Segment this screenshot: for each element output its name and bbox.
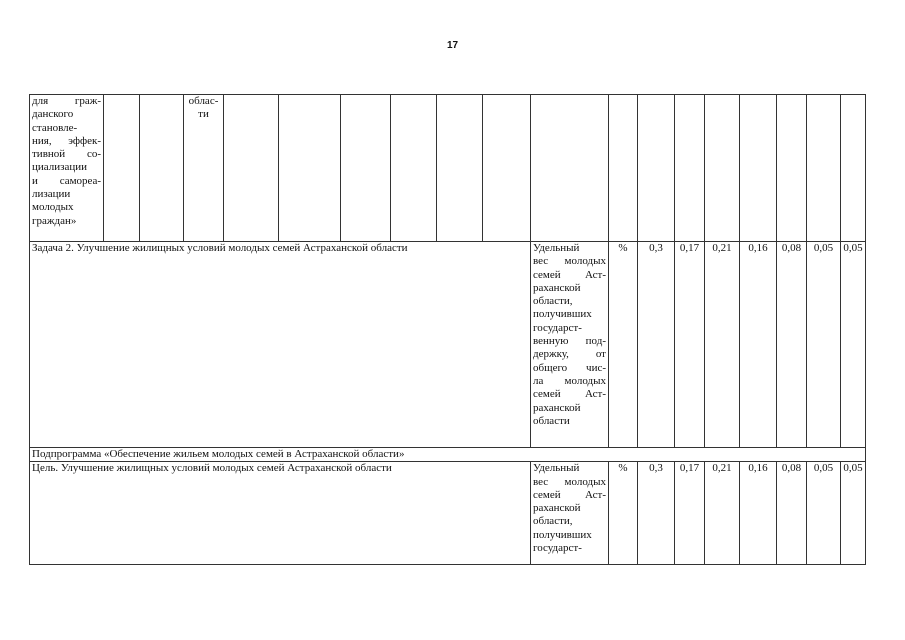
empty-cell <box>531 95 609 242</box>
goal-value: 0,05 <box>807 462 841 565</box>
goal-value: 0,05 <box>841 462 866 565</box>
goal-unit: % <box>609 462 638 565</box>
empty-cell <box>807 95 841 242</box>
empty-cell <box>279 95 341 242</box>
task-2-value: 0,05 <box>807 242 841 448</box>
empty-cell <box>140 95 184 242</box>
page-number: 17 <box>446 40 459 51</box>
empty-cell <box>104 95 140 242</box>
empty-cell <box>705 95 740 242</box>
task-2-text: Задача 2. Улучшение жилищных условий молодых семей Астраханской области <box>30 242 531 448</box>
empty-cell <box>638 95 675 242</box>
table-row-subprogram <box>30 448 866 462</box>
goal-value: 0,16 <box>740 462 777 565</box>
task-2-indicator: Удельный вес молодых семей Аст- раханской области, получивших государст- венную под- держку, от общего чис- ла молодых семей Аст- раханской области <box>531 242 609 448</box>
empty-cell <box>675 95 705 242</box>
goal-value: 0,21 <box>705 462 740 565</box>
indicators-table <box>29 94 866 565</box>
empty-cell <box>777 95 807 242</box>
empty-cell <box>391 95 437 242</box>
table-row-task-2 <box>30 242 866 448</box>
empty-cell <box>740 95 777 242</box>
region-cell: облас- ти <box>184 95 224 242</box>
task-2-value: 0,16 <box>740 242 777 448</box>
task-2-value: 0,3 <box>638 242 675 448</box>
table-row-continuation <box>30 95 866 242</box>
task-2-value: 0,17 <box>675 242 705 448</box>
empty-cell <box>341 95 391 242</box>
goal-value: 0,3 <box>638 462 675 565</box>
empty-cell <box>483 95 531 242</box>
task-2-unit: % <box>609 242 638 448</box>
table-row-goal <box>30 462 866 565</box>
goal-indicator: Удельный вес молодых семей Аст- раханской области, получивших государст- <box>531 462 609 565</box>
empty-cell <box>224 95 279 242</box>
continuation-text-cell: для граж- данского становле- ния, эффек- тивной со- циализации и саморea- лизации молодых граждан» <box>30 95 104 242</box>
task-2-value: 0,08 <box>777 242 807 448</box>
empty-cell <box>609 95 638 242</box>
empty-cell <box>437 95 483 242</box>
task-2-value: 0,21 <box>705 242 740 448</box>
empty-cell <box>841 95 866 242</box>
goal-value: 0,08 <box>777 462 807 565</box>
task-2-value: 0,05 <box>841 242 866 448</box>
subprogram-title: Подпрограмма «Обеспечение жильем молодых семей в Астраханской области» <box>30 448 866 462</box>
goal-text: Цель. Улучшение жилищных условий молодых семей Астраханской области <box>30 462 531 565</box>
goal-value: 0,17 <box>675 462 705 565</box>
